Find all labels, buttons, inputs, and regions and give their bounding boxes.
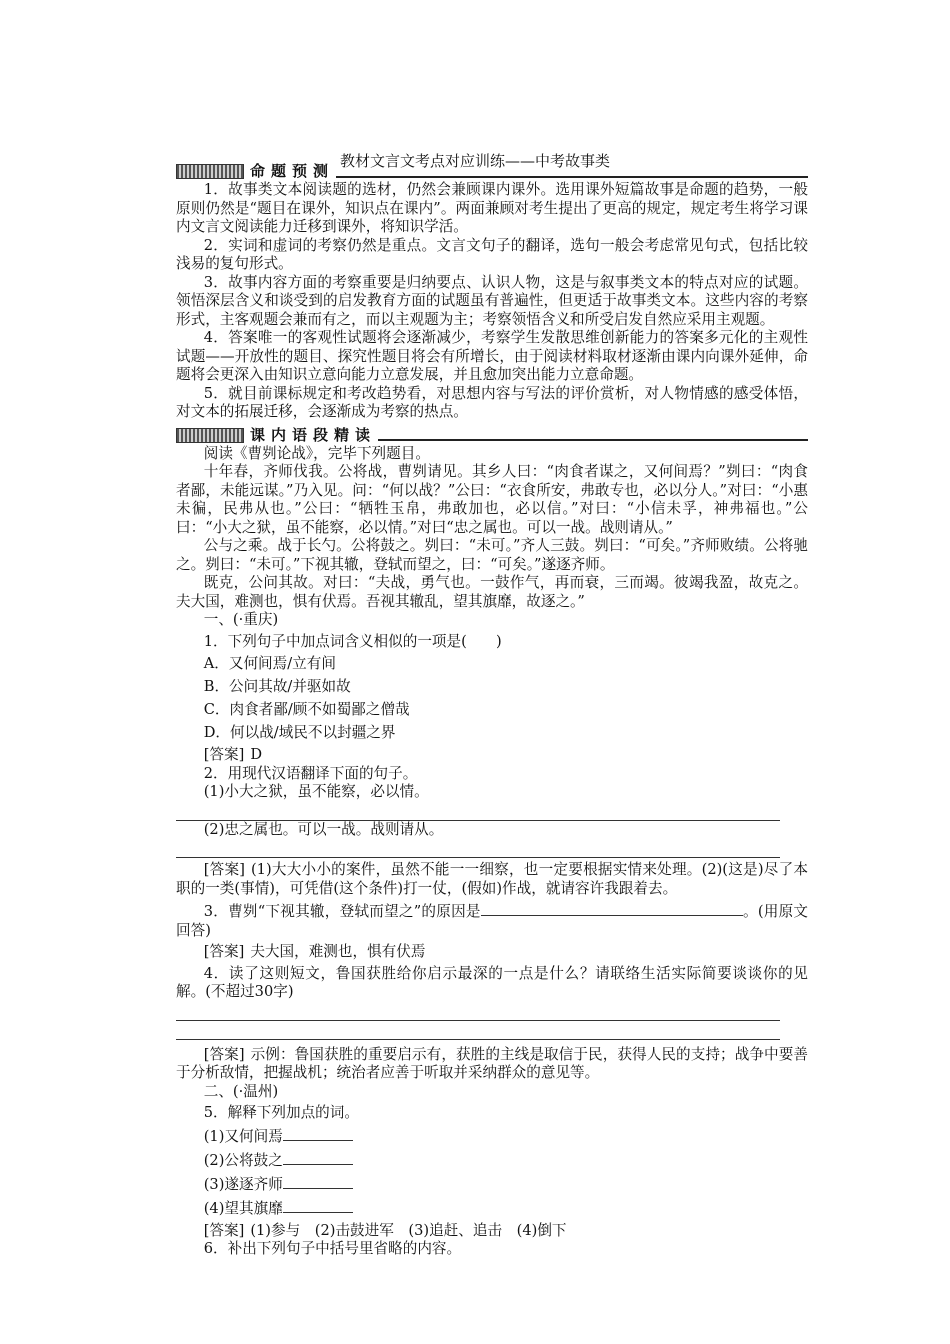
prediction-paragraph: 4．答案唯一的客观性试题将会逐渐减少，考察学生发散思维创新能力的答案多元化的主观性试题——开放性的题目、探究性题目将会有所增长，由于阅读材料取材逐渐由课内向课外延伸，命题将会更深入由知识立意向能力立意发展，并且愈加突出能力立意命题。 <box>176 329 808 383</box>
section-heading: 命题预测 <box>250 162 335 181</box>
prediction-paragraph: 1．故事类文本阅读题的选材，仍然会兼顾课内课外。选用课外短篇故事是命题的趋势，一般原则仍然是“题目在课外，知识点在课内”。两面兼顾对考生提出了更高的规定，规定考生将学习课内文言文阅读能力迁移到课外，将知识学活。 <box>176 181 808 235</box>
answer-text: 夫大国，难测也，惧有伏焉 <box>250 943 426 960</box>
passage-paragraph: 十年春，齐师伐我。公将战，曹刿请见。其乡人曰：“肉食者谋之，又何间焉？”刿曰：“肉食者鄙，未能远谋。”乃入见。问：“何以战？”公曰：“衣食所安，弗敢专也，必以分人。”对曰：“小惠未徧，民弗从也。”公曰：“牺牲玉帛，弗敢加也，必以信。”对曰：“小信未孚，神弗福也。”公曰：“小大之狱，虽不能察，必以情。”对曰“忠之属也。可以一战。战则请从。” <box>176 463 808 536</box>
answer-2 <box>176 861 808 898</box>
answer-blank-line[interactable] <box>176 1021 780 1040</box>
banner-pattern-icon <box>176 428 244 443</box>
document-title: 教材文言文考点对应训练——中考故事类 <box>339 152 610 170</box>
passage-paragraph: 公与之乘。战于长勺。公将鼓之。刿曰：“未可。”齐人三鼓。刿曰：“可矣。”齐师败绩。公将驰之。刿曰：“未可。”下视其辙，登轼而望之，曰：“可矣。”遂逐齐师。 <box>176 537 808 573</box>
prediction-paragraph: 3．故事内容方面的考察重要是归纳要点、认识人物，这是与叙事类文本的特点对应的试题。领悟深层含义和谈受到的启发教育方面的试题虽有普遍性，但更适于故事类文本。这些内容的考察形式，主客观题会兼而有之，而以主观题为主；考察领悟含义和所受启发自然应采用主观题。 <box>176 273 808 328</box>
answer-blank[interactable] <box>283 1198 353 1213</box>
answer-blank[interactable] <box>481 901 743 916</box>
question-3-text: 3．曹刿“下视其辙，登轼而望之”的原因是 <box>203 903 481 920</box>
answer-blank[interactable] <box>283 1150 353 1165</box>
q5-item <box>176 1150 808 1171</box>
q5-item <box>176 1198 808 1219</box>
option-a: A．又何间焉/立有间 <box>203 655 336 672</box>
answer-5 <box>176 1222 808 1241</box>
answer-tag: [答案] <box>203 1221 245 1239</box>
group-label: 二、(·温州) <box>203 1082 279 1100</box>
section-banner-reading <box>176 426 808 445</box>
answer-tag: [答案] <box>203 1045 245 1063</box>
q5-item-text: (1)又何间焉 <box>203 1127 283 1145</box>
group-label: 一、(·重庆) <box>203 611 279 628</box>
q5-item <box>176 1126 808 1147</box>
answer-text: D <box>250 746 263 763</box>
option-d: D．何以战/域民不以封疆之界 <box>203 724 396 741</box>
answer-tag: [答案] <box>203 746 245 763</box>
banner-pattern-icon <box>176 164 244 179</box>
answer-tag: [答案] <box>203 943 245 960</box>
banner-rule <box>378 439 808 441</box>
question-2-sentence-2: (2)忠之属也。可以一战。战则请从。 <box>203 820 444 838</box>
q5-item-text: (3)遂逐齐师 <box>203 1175 283 1193</box>
question-3 <box>176 901 808 940</box>
q5-item-text: (2)公将鼓之 <box>203 1151 283 1169</box>
answer-4 <box>176 1046 808 1083</box>
option-c: C．肉食者鄙/顾不如蜀鄙之僧哉 <box>203 701 410 718</box>
reading-intro: 阅读《曹刿论战》，完毕下列题目。 <box>203 444 430 462</box>
section-banner-prediction <box>176 162 808 181</box>
option-b: B．公问其故/并驱如故 <box>203 678 351 695</box>
answer-blank-line[interactable] <box>176 839 780 858</box>
question-4: 4．读了这则短文，鲁国获胜给你启示最深的一点是什么？请联络生活实际简要谈谈你的见解。(不超过30字) <box>176 964 808 1000</box>
banner-rule <box>336 176 808 178</box>
answer-3 <box>176 943 808 962</box>
q5-item-text: (4)望其旗靡 <box>203 1199 283 1217</box>
question-2: 2．用现代汉语翻译下面的句子。 <box>203 764 418 782</box>
q5-item <box>176 1174 808 1195</box>
answer-text: (1)参与 (2)击鼓进军 (3)追赶、追击 (4)倒下 <box>250 1221 567 1239</box>
answer-1 <box>176 746 808 765</box>
document-body <box>176 158 808 1259</box>
question-2-sentence-1: (1)小大之狱，虽不能察，必以情。 <box>203 783 429 800</box>
answer-tag: [答案] <box>203 861 245 878</box>
prediction-paragraph: 5．就目前课标规定和考改趋势看，对思想内容与写法的评价赏析，对人物情感的感受体悟，对文本的拓展迁移，会逐渐成为考察的热点。 <box>176 384 808 420</box>
answer-text: 示例：鲁国获胜的重要启示有，获胜的主线是取信于民，获得人民的支持；战争中要善于分析敌情，把握战机；统治者应善于听取并采纳群众的意见等。 <box>176 1045 808 1081</box>
answer-blank[interactable] <box>283 1126 353 1141</box>
question-1: 1．下列句子中加点词含义相似的一项是( ) <box>203 632 502 650</box>
question-5: 5．解释下列加点的词。 <box>203 1104 359 1121</box>
answer-blank-line[interactable] <box>176 1002 780 1021</box>
question-3-tail: 。(用原文回答) <box>176 903 808 939</box>
answer-blank[interactable] <box>283 1174 353 1189</box>
answer-text: (1)大大小小的案件，虽然不能一一细察，也一定要根据实情来处理。(2)(这是)尽了本职的一类(事情)，可凭借(这个条件)打一仗，(假如)作战，就请容许我跟着去。 <box>176 861 808 897</box>
answer-blank-line[interactable] <box>176 802 780 821</box>
prediction-paragraph: 2．实词和虚词的考察仍然是重点。文言文句子的翻译，选句一般会考虑常见句式，包括比较浅易的复句形式。 <box>176 236 808 272</box>
passage-paragraph: 既克，公问其故。对曰：“夫战，勇气也。一鼓作气，再而衰，三而竭。彼竭我盈，故克之。夫大国，难测也，惧有伏焉。吾视其辙乱，望其旗靡，故逐之。” <box>176 574 808 610</box>
section-heading: 课内语段精读 <box>250 425 377 444</box>
question-6: 6．补出下列句子中括号里省略的内容。 <box>203 1240 462 1257</box>
